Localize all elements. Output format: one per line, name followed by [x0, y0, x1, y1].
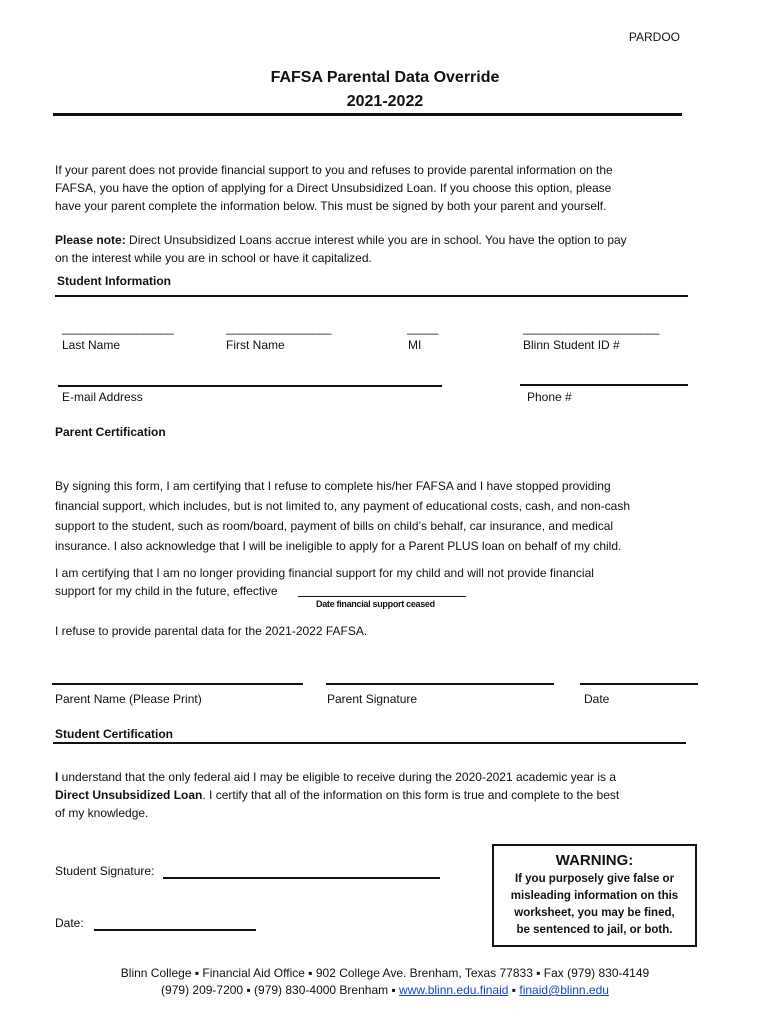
phone-field[interactable]: [520, 384, 688, 386]
parent-date-field[interactable]: [580, 683, 698, 685]
title-line-1: FAFSA Parental Data Override: [270, 69, 500, 86]
note-paragraph: [55, 231, 675, 267]
parent-cert-line-4: insurance. I also acknowledge that I will be ineligible to apply for a Parent PLUS loan on behalf of my child.: [55, 539, 622, 553]
warning-text: [494, 871, 695, 939]
footer-separator: ▪: [508, 983, 520, 997]
student-id-field[interactable]: ______________________: [523, 321, 659, 335]
student-date-label: Date:: [55, 916, 84, 930]
warning-box: [492, 844, 697, 947]
student-signature-field[interactable]: [163, 877, 440, 879]
effective-line-1: I am certifying that I am no longer providing financial support for my child and will not provide financial: [55, 566, 594, 580]
parent-cert-line-3: support to the student, such as room/board, payment of bills on child’s behalf, car insurance, and medical: [55, 519, 614, 533]
footer-phones: (979) 209-7200 ▪ (979) 830-4000 Brenham ▪: [161, 983, 400, 997]
footer-address: Blinn College ▪ Financial Aid Office ▪ 902 College Ave. Brenham, Texas 77833 ▪ Fax (979) 830-4149: [120, 966, 650, 980]
mi-label: MI: [408, 338, 422, 352]
parent-cert-line-1: By signing this form, I am certifying that I refuse to complete his/her FAFSA and I have stopped providing: [55, 479, 611, 493]
note-line-2: on the interest while you are in school or have it capitalized.: [55, 251, 372, 265]
parent-signature-field[interactable]: [326, 683, 554, 685]
intro-line-1: If your parent does not provide financial support to you and refuses to provide parental information on the: [55, 163, 613, 177]
email-label: E-mail Address: [62, 390, 143, 404]
parent-cert-line-2: financial support, which includes, but is not limited to, any payment of educational costs, cash, and non-cash: [55, 499, 630, 513]
title-divider: [53, 113, 682, 116]
phone-label: Phone #: [527, 390, 572, 404]
student-cert-line-1: understand that the only federal aid I may be eligible to receive during the 2020-2021 academic year is a: [58, 770, 617, 784]
email-field[interactable]: [58, 385, 442, 387]
effective-line-2: support for my child in the future, effective: [55, 584, 278, 598]
website-link[interactable]: www.blinn.edu.finaid: [399, 983, 509, 997]
effective-paragraph: [55, 564, 675, 600]
parent-name-field[interactable]: [52, 683, 303, 685]
warning-line-1: If you purposely give false or: [514, 873, 675, 885]
student-date-field[interactable]: [94, 929, 256, 931]
refuse-statement: I refuse to provide parental data for the 2021-2022 FAFSA.: [55, 624, 368, 638]
parent-cert-paragraph: [55, 476, 675, 556]
date-ceased-label: Date financial support ceased: [316, 599, 435, 609]
student-signature-label: Student Signature:: [55, 864, 155, 878]
student-cert-rule: [53, 742, 686, 744]
student-info-rule: [55, 295, 688, 297]
student-cert-bold-i: I: [55, 770, 59, 784]
student-info-heading: Student Information: [57, 274, 171, 288]
title-line-2: 2021-2022: [346, 93, 424, 110]
student-cert-paragraph: [55, 768, 675, 822]
last-name-field[interactable]: __________________: [62, 321, 174, 335]
student-cert-bold-loan: Direct Unsubsidized Loan: [55, 788, 203, 802]
footer: [0, 965, 770, 999]
email-link[interactable]: finaid@blinn.edu: [519, 983, 609, 997]
intro-paragraph: [55, 161, 675, 215]
student-cert-line-2: . I certify that all of the information on this form is true and complete to the best: [202, 788, 620, 802]
note-prefix: Please note:: [55, 233, 126, 247]
mi-field[interactable]: _____: [407, 321, 438, 335]
warning-line-4: be sentenced to jail, or both.: [516, 924, 673, 936]
parent-date-label: Date: [584, 692, 610, 706]
footer-contact: [0, 982, 770, 999]
form-code: PARDOO: [628, 30, 680, 44]
parent-cert-heading: Parent Certification: [55, 425, 166, 439]
first-name-field[interactable]: _________________: [226, 321, 331, 335]
warning-title: WARNING:: [555, 852, 634, 869]
warning-line-2: misleading information on this: [510, 890, 679, 902]
intro-line-3: have your parent complete the information below. This must be signed by both your parent and yourself.: [55, 199, 607, 213]
page-title: [0, 66, 770, 114]
intro-line-2: FAFSA, you have the option of applying for a Direct Unsubsidized Loan. If you choose this option, please: [55, 181, 612, 195]
note-line-1: Direct Unsubsidized Loans accrue interest while you are in school. You have the option to pay: [125, 233, 627, 247]
student-cert-heading: Student Certification: [55, 727, 174, 741]
parent-name-label: Parent Name (Please Print): [55, 692, 202, 706]
last-name-label: Last Name: [62, 338, 121, 352]
first-name-label: First Name: [226, 338, 285, 352]
parent-signature-label: Parent Signature: [327, 692, 418, 706]
warning-line-3: worksheet, you may be fined,: [514, 907, 675, 919]
date-ceased-field[interactable]: [298, 596, 466, 597]
student-cert-line-3: of my knowledge.: [55, 806, 149, 820]
student-id-label: Blinn Student ID #: [523, 338, 620, 352]
